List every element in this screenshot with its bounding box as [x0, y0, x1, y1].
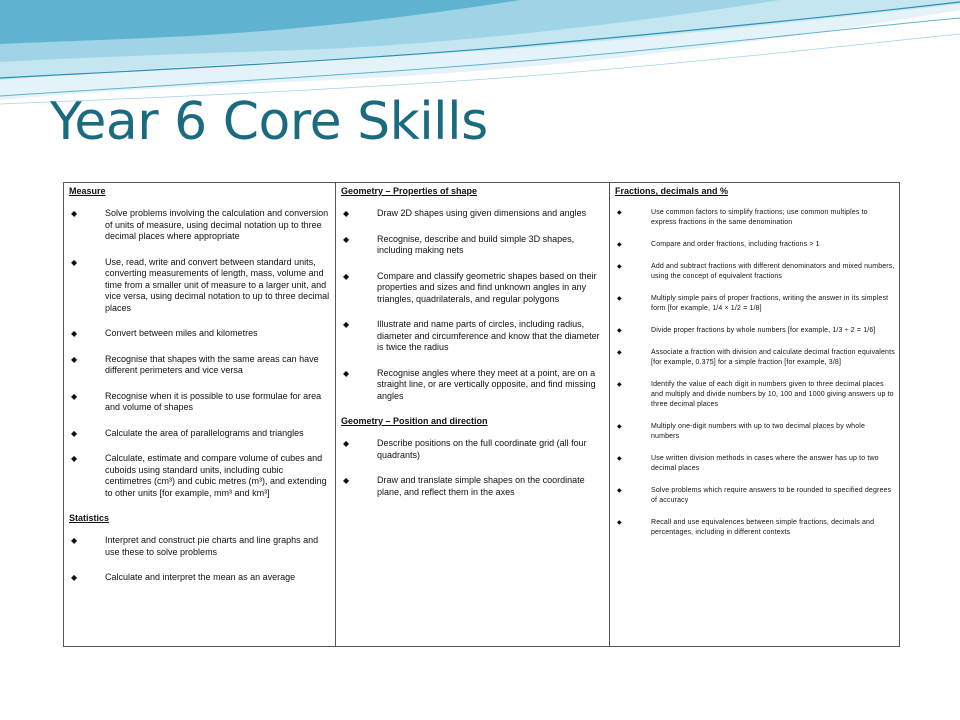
list-item: ◆ Compare and order fractions, including fractions > 1	[617, 241, 820, 248]
bullet-icon: ◆	[71, 257, 78, 267]
section-heading: Geometry – Position and direction	[341, 416, 488, 426]
list-item: ◆ Calculate, estimate and compare volume of cubes and cuboids using standard units, including cubic centimetres (cm³) and cubic metres (m³), and extending to other units [for example, mm³ and km³]	[71, 453, 327, 498]
list-item: ◆ Divide proper fractions by whole numbers [for example, 1/3 ÷ 2 = 1/6]	[617, 327, 876, 334]
bullet-icon: ◆	[617, 350, 622, 356]
section-heading: Geometry – Properties of shape	[341, 186, 478, 196]
skills-table	[63, 182, 900, 647]
bullet-icon: ◆	[617, 456, 622, 462]
bullet-icon: ◆	[343, 209, 350, 218]
fractions-cell	[610, 183, 900, 647]
bullet-icon: ◆	[343, 368, 350, 378]
bullet-icon: ◆	[617, 264, 622, 270]
list-item: ◆ Multiply simple pairs of proper fractions, writing the answer in its simplest form [for example, 1/4 × 1/2 = 1/8]	[617, 295, 889, 312]
list-item: ◆ Calculate and interpret the mean as an average	[71, 572, 296, 582]
list-item: ◆ Describe positions on the full coordinate grid (all four quadrants)	[343, 438, 587, 460]
bullet-icon: ◆	[343, 476, 350, 485]
bullet-icon: ◆	[71, 209, 78, 218]
list-item: ◆ Add and subtract fractions with different denominators and mixed numbers, using the concept of equivalent fractions	[617, 263, 895, 280]
list-item: ◆ Calculate the area of parallelograms and triangles	[71, 427, 304, 438]
bullet-icon: ◆	[343, 439, 350, 448]
list-item: ◆ Interpret and construct pie charts and line graphs and use these to solve problems	[71, 535, 319, 557]
bullet-icon: ◆	[343, 271, 350, 281]
bullet-icon: ◆	[71, 454, 78, 463]
bullet-icon: ◆	[71, 354, 78, 364]
measure-list	[69, 208, 331, 499]
list-item: ◆ Illustrate and name parts of circles, including radius, diameter and circumference and know that the diameter is twice the radius	[343, 319, 600, 352]
bullet-icon: ◆	[617, 210, 622, 216]
list-item: ◆ Use, read, write and convert between standard units, converting measurements of length, mass, volume and time from a smaller unit of measure to a larger unit, and vice versa, using decimal notation to up to three decimal places	[71, 256, 330, 313]
list-item: ◆ Compare and classify geometric shapes based on their properties and sizes and find unknown angles in any triangles, quadrilaterals, and regular polygons	[343, 270, 597, 304]
section-heading: Measure	[69, 186, 106, 196]
slide-title: Year 6 Core Skills	[50, 92, 488, 152]
list-item: ◆ Convert between miles and kilometres	[71, 328, 258, 338]
list-item: ◆ Recognise that shapes with the same areas can have different perimeters and vice versa	[71, 353, 319, 375]
statistics-list	[69, 535, 331, 584]
list-item: ◆ Recall and use equivalences between simple fractions, decimals and percentages, including in different contexts	[617, 519, 875, 536]
list-item: ◆ Solve problems which require answers to be rounded to specified degrees of accuracy	[617, 487, 892, 504]
section-heading: Statistics	[69, 513, 110, 523]
list-item: ◆ Recognise when it is possible to use formulae for area and volume of shapes	[71, 390, 322, 412]
bullet-icon: ◆	[343, 320, 350, 329]
bullet-icon: ◆	[71, 391, 78, 401]
list-item: ◆ Recognise, describe and build simple 3D shapes, including making nets	[343, 233, 575, 255]
fractions-list	[615, 208, 895, 538]
list-item: ◆ Use written division methods in cases where the answer has up to two decimal places	[617, 455, 879, 472]
properties-of-shape-list	[341, 208, 605, 402]
geometry-cell	[336, 183, 610, 647]
table-row	[64, 183, 900, 647]
bullet-icon: ◆	[617, 328, 622, 334]
bullet-icon: ◆	[617, 488, 622, 494]
bullet-icon: ◆	[343, 234, 350, 244]
bullet-icon: ◆	[71, 329, 78, 338]
measure-statistics-cell	[64, 183, 336, 647]
list-item: ◆ Identify the value of each digit in numbers given to three decimal places and multiply and divide numbers by 10, 100 and 1000 giving answers up to three decimal places	[617, 381, 894, 408]
list-item: ◆ Use common factors to simplify fractions; use common multiples to express fractions in the same denomination	[617, 209, 868, 226]
bullet-icon: ◆	[617, 520, 622, 526]
bullet-icon: ◆	[71, 536, 78, 545]
bullet-icon: ◆	[617, 424, 622, 430]
section-heading: Fractions, decimals and %	[615, 186, 729, 196]
list-item: ◆ Associate a fraction with division and calculate decimal fraction equivalents [for example, 0.375] for a simple fraction [for example, 3/8]	[617, 349, 895, 366]
bullet-icon: ◆	[617, 242, 622, 248]
list-item: ◆ Solve problems involving the calculation and conversion of units of measure, using decimal notation up to three decimal places where appropriate	[71, 208, 329, 241]
list-item: ◆ Multiply one-digit numbers with up to two decimal places by whole numbers	[617, 423, 866, 440]
bullet-icon: ◆	[617, 296, 622, 302]
list-item: ◆ Recognise angles where they meet at a point, are on a straight line, or are vertically opposite, and find missing angles	[343, 367, 596, 401]
list-item: ◆ Draw 2D shapes using given dimensions and angles	[343, 208, 587, 218]
bullet-icon: ◆	[71, 428, 78, 438]
bullet-icon: ◆	[71, 573, 78, 582]
list-item: ◆ Draw and translate simple shapes on the coordinate plane, and reflect them in the axes	[343, 475, 585, 497]
bullet-icon: ◆	[617, 382, 622, 388]
position-direction-list	[341, 438, 605, 498]
